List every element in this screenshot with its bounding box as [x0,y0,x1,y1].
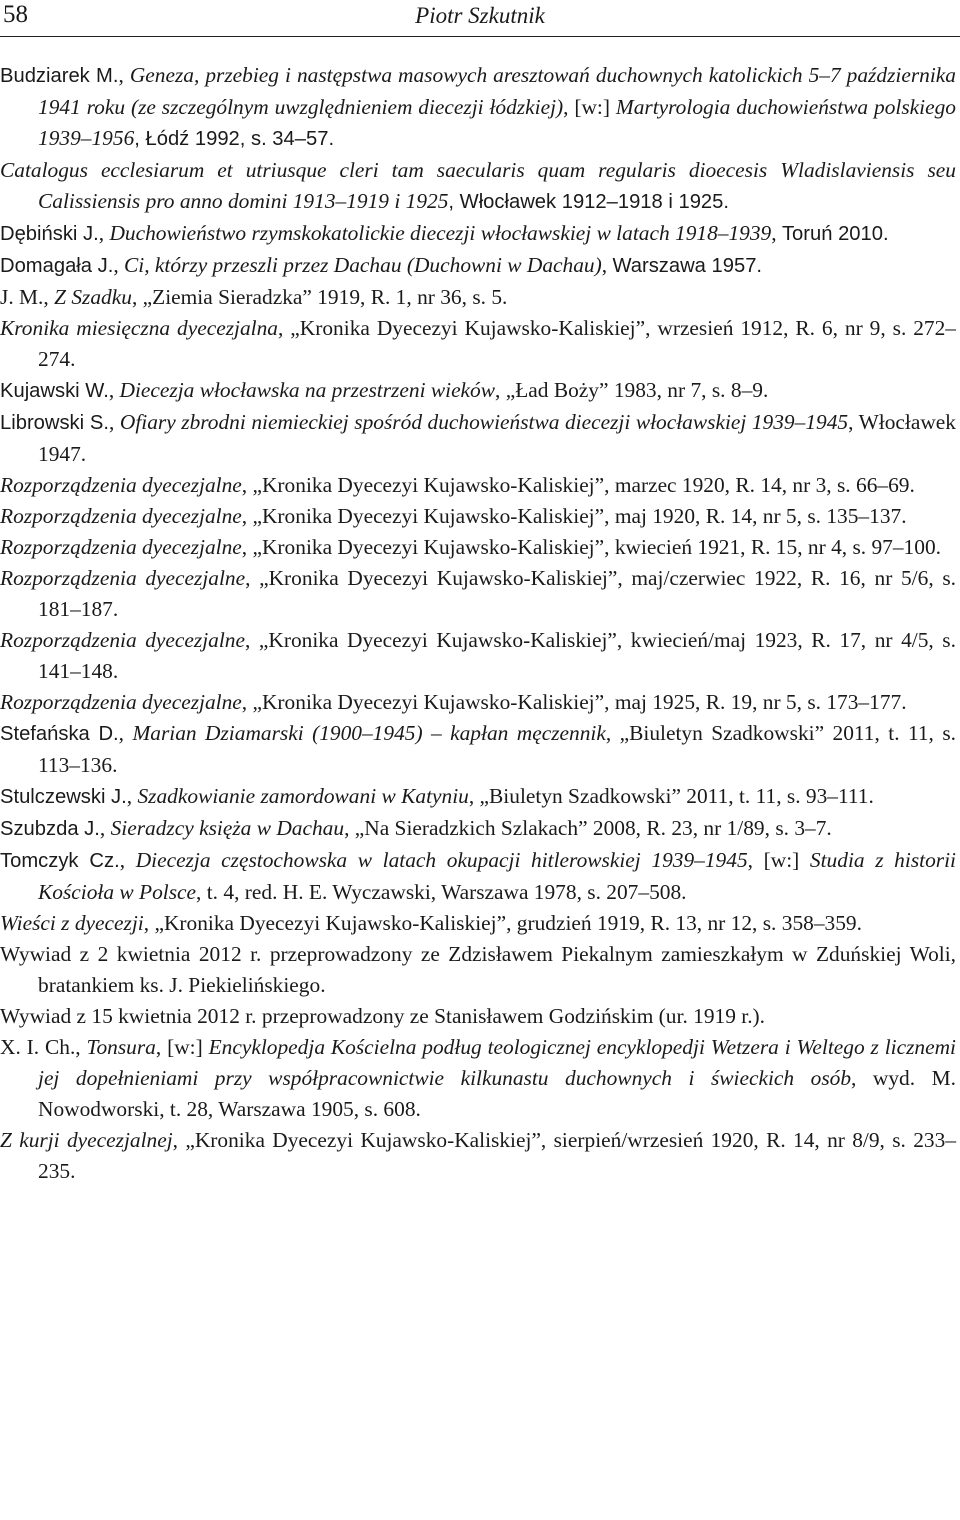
entry-text: , [601,253,613,277]
entry-text: , [771,221,782,245]
entry-title-italic: Kronika miesięczna dyecezjalna [0,316,279,340]
bibliography-entry [0,718,956,781]
entry-title-italic: Z Szadku [54,285,132,309]
entry-text: , „Na Sieradzkich Szlakach” 2008, R. 23, nr 1/89, s. 3–7. [344,816,832,840]
entry-text: , „Biuletyn Szadkowski” 2011, t. 11, s. 93–111. [468,784,874,808]
bibliography-entry [0,313,956,375]
entry-text: , [w:] [155,1035,209,1059]
bibliography-entry [0,813,956,845]
entry-text: , „Biuletyn Szadkowski” 2011, t. 11, s. 113–136. [38,721,956,777]
entry-text: , „Kronika Dyecezyi Kujawsko-Kaliskiej”, wrzesień 1912, R. 6, nr 9, s. 272–274. [38,316,956,371]
entry-text: , wyd. M. Nowodworski, t. 28, Warszawa 1905, s. 608. [38,1066,956,1121]
running-head-author: Piotr Szkutnik [415,3,545,28]
entry-author: Toruń 2010. [781,223,889,245]
entry-author: Domagała J. [0,255,114,277]
bibliography-entry [0,939,956,1001]
entry-author: Budziarek M. [0,65,119,87]
entry-title-italic: Duchowieństwo rzymskokatolickie diecezji włocławskiej w latach 1918–1939 [109,221,772,245]
entry-title-italic: Marian Dziamarski (1900–1945) – kapłan męczennik [132,721,606,745]
bibliography-entry [0,845,956,908]
entry-title-italic: Szadkowianie zamordowani w Katyniu [137,784,469,808]
entry-title-italic: Rozporządzenia dyecezjalne [0,535,242,559]
entry-text: , [126,784,138,808]
bibliography-entry [0,781,956,813]
entry-author: , Łódź 1992, s. 34–57. [134,128,335,150]
entry-text: J. M., [0,285,55,309]
entry-text: , [108,378,120,402]
entry-title-italic: Ofiary zbrodni niemieckiej spośród duchowieństwa diecezji włocławskiej 1939–1945 [119,410,849,434]
page-header [0,0,960,37]
bibliography-entry [0,625,956,687]
bibliography-list [0,60,956,1187]
entry-author: , Włocławek 1912–1918 i 1925. [448,191,729,213]
entry-text: , [118,63,130,87]
entry-text: , [w:] [563,95,616,119]
bibliography-entry [0,155,956,218]
bibliography-entry [0,60,956,155]
entry-text: , [109,410,120,434]
entry-title-italic: Z kurji dyecezjalnej [0,1128,173,1152]
entry-title-italic: Tonsura [86,1035,156,1059]
entry-text: , „Kronika Dyecezyi Kujawsko-Kaliskiej”, maj/czerwiec 1922, R. 16, nr 5/6, s. 181–187. [38,566,956,621]
entry-title-italic: Encyklopedja Kościelna podług teologicznej encyklopedji Wetzera i Weltego z licznemi jej dopełnieniami przy współpracownictwie kilkunastu duchownych i świeckich osób [38,1035,956,1090]
entry-text: X. I. Ch., [0,1035,87,1059]
entry-text: , „Kronika Dyecezyi Kujawsko-Kaliskiej”, maj 1925, R. 19, nr 5, s. 173–177. [241,690,907,714]
entry-title-italic: Diecezja częstochowska w latach okupacji hitlerowskiej 1939–1945 [135,848,748,872]
bibliography-entry [0,1032,956,1125]
entry-text: , „Ład Boży” 1983, nr 7, s. 8–9. [495,378,769,402]
bibliography-entry [0,1125,956,1187]
entry-title-italic: Sieradzcy księża w Dachau [110,816,345,840]
entry-text: , [98,221,110,245]
entry-title-italic: Catalogus ecclesiarum et utriusque cleri tam saecularis quam regularis dioecesis Wladislaviensis seu Calissiensis pro anno domini 1913–1919 i 1925 [0,158,956,213]
entry-author: Dębiński J. [0,223,99,245]
bibliography-entry [0,375,956,407]
entry-text: , „Kronika Dyecezyi Kujawsko-Kaliskiej”, grudzień 1919, R. 13, nr 12, s. 358–359. [143,911,862,935]
entry-text: , „Ziemia Sieradzka” 1919, R. 1, nr 36, s. 5. [131,285,508,309]
entry-title-italic: Geneza, przebieg i następstwa masowych aresztowań duchownych katolickich 5–7 października 1941 roku (ze szczególnym uwzględnieniem diecezji łódzkiej) [38,63,956,119]
entry-title-italic: Wieści z dyecezji [0,911,144,935]
bibliography-entry [0,250,956,282]
entry-text: , t. 4, red. H. E. Wyczawski, Warszawa 1978, s. 207–508. [196,880,687,904]
entry-text: Wywiad z 15 kwietnia 2012 r. przeprowadzony ze Stanisławem Godzińskim (ur. 1919 r.). [0,1004,766,1028]
bibliography-entry [0,563,956,625]
entry-text: , [99,816,111,840]
bibliography-entry [0,282,956,313]
entry-text: , [113,253,125,277]
entry-text: , „Kronika Dyecezyi Kujawsko-Kaliskiej”, sierpień/wrzesień 1920, R. 14, nr 8/9, s. 233–235. [38,1128,957,1183]
entry-text: , [118,721,133,745]
bibliography-entry [0,532,956,563]
entry-author: Warszawa 1957. [612,255,763,277]
bibliography-entry [0,407,956,470]
entry-text: , „Kronika Dyecezyi Kujawsko-Kaliskiej”, marzec 1920, R. 14, nr 3, s. 66–69. [241,473,915,497]
entry-title-italic: Rozporządzenia dyecezjalne [0,473,242,497]
entry-author: Kujawski W. [0,380,109,402]
entry-text: Wywiad z 2 kwietnia 2012 r. przeprowadzony ze Zdzisławem Piekalnym zamieszkałym w Zduńskiej Woli, bratankiem ks. J. Piekielińskiego. [0,942,956,997]
page-number: 58 [3,1,28,28]
entry-title-italic: Rozporządzenia dyecezjalne [0,566,246,590]
entry-text: , „Kronika Dyecezyi Kujawsko-Kaliskiej”, kwiecień 1921, R. 15, nr 4, s. 97–100. [241,535,941,559]
bibliography-entry [0,687,956,718]
bibliography-entry [0,218,956,250]
entry-text: , „Kronika Dyecezyi Kujawsko-Kaliskiej”, kwiecień/maj 1923, R. 17, nr 4/5, s. 141–148. [38,628,956,683]
bibliography-entry [0,470,956,501]
entry-title-italic: Ci, którzy przeszli przez Dachau (Duchowni w Dachau) [124,253,602,277]
entry-title-italic: Studia z historii Kościoła w Polsce [38,848,956,904]
entry-text: , [w:] [747,848,810,872]
entry-title-italic: Rozporządzenia dyecezjalne [0,628,245,652]
entry-title-italic: Martyrologia duchowieństwa polskiego 1939–1956 [38,95,956,150]
bibliography-entry [0,1001,956,1032]
entry-author: Szubzda J. [0,818,100,840]
entry-author: Librowski S. [0,412,109,434]
entry-title-italic: Rozporządzenia dyecezjalne [0,504,242,528]
bibliography-entry [0,908,956,939]
entry-text: , [119,848,136,872]
entry-text: , „Kronika Dyecezyi Kujawsko-Kaliskiej”, maj 1920, R. 14, nr 5, s. 135–137. [241,504,907,528]
entry-title-italic: Rozporządzenia dyecezjalne [0,690,242,714]
bibliography-entry [0,501,956,532]
entry-title-italic: Diecezja włocławska na przestrzeni wieków [119,378,496,402]
entry-author: Stulczewski J. [0,786,127,808]
entry-author: Stefańska D. [0,723,119,745]
entry-text: , Włocławek 1947. [38,410,956,466]
entry-author: Tomczyk Cz. [0,850,120,872]
